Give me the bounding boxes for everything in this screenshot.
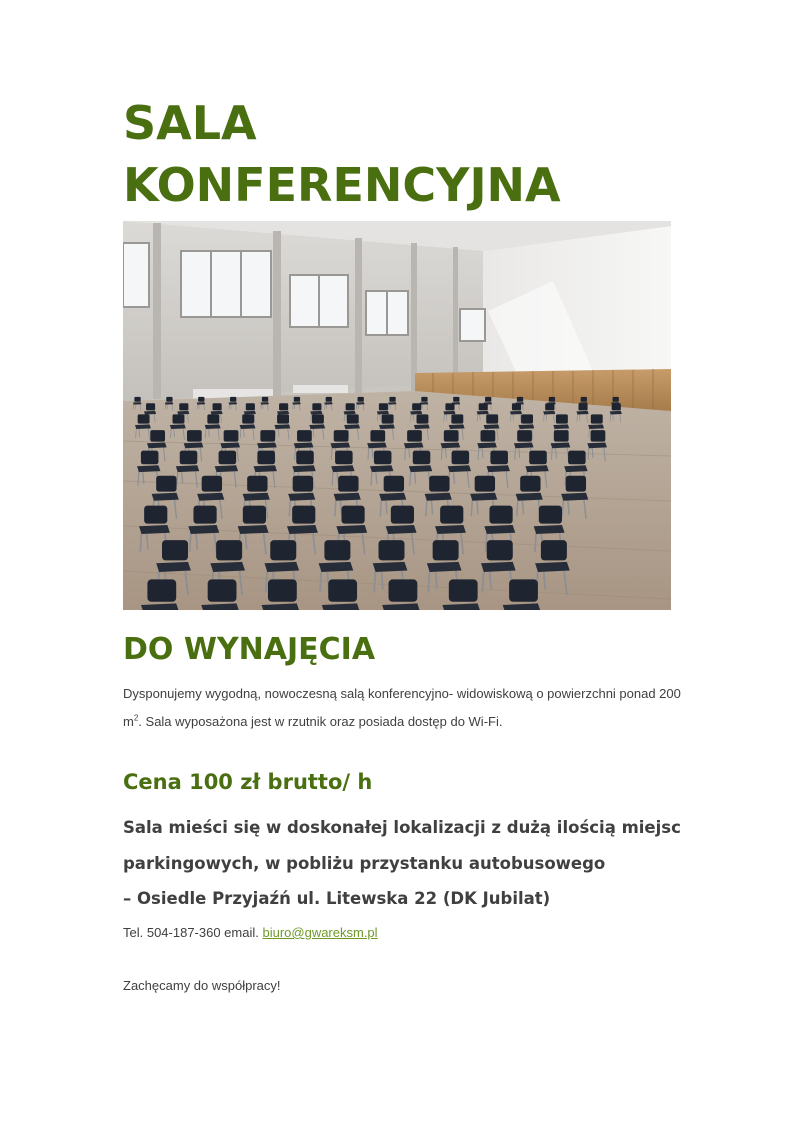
title-line-2: KONFERENCYJNA — [123, 158, 561, 212]
contact-phone-text: Tel. 504-187-360 email. — [123, 925, 263, 940]
location-line-3: – Osiedle Przyjaźń ul. Litewska 22 (DK Jubilat) — [123, 889, 551, 908]
location-line-2: parkingowych, w pobliżu przystanku autobusowego — [123, 853, 606, 873]
description-text-part1: Dysponujemy wygodną, nowoczesną salą konferencyjno- widowiskową o powierzchni ponad 200 m — [123, 686, 681, 729]
description-text-part2: . Sala wyposażona jest w rzutnik oraz posiada dostęp do Wi-Fi. — [138, 714, 503, 729]
location-info — [123, 810, 683, 917]
closing-message: Zachęcamy do współpracy! — [123, 978, 281, 993]
title-line-1: SALA — [123, 96, 257, 150]
page-title — [123, 92, 561, 216]
area-superscript: 2 — [133, 713, 139, 723]
conference-room-photo — [123, 221, 671, 610]
room-description — [123, 680, 683, 736]
price-heading: Cena 100 zł brutto/ h — [123, 770, 373, 794]
contact-info — [123, 922, 378, 944]
section-heading-for-rent: DO WYNAJĘCIA — [123, 632, 376, 667]
location-line-1: Sala mieści się w doskonałej lokalizacji z dużą ilością miejsc — [123, 818, 681, 837]
email-link[interactable]: biuro@gwareksm.pl — [262, 925, 378, 940]
